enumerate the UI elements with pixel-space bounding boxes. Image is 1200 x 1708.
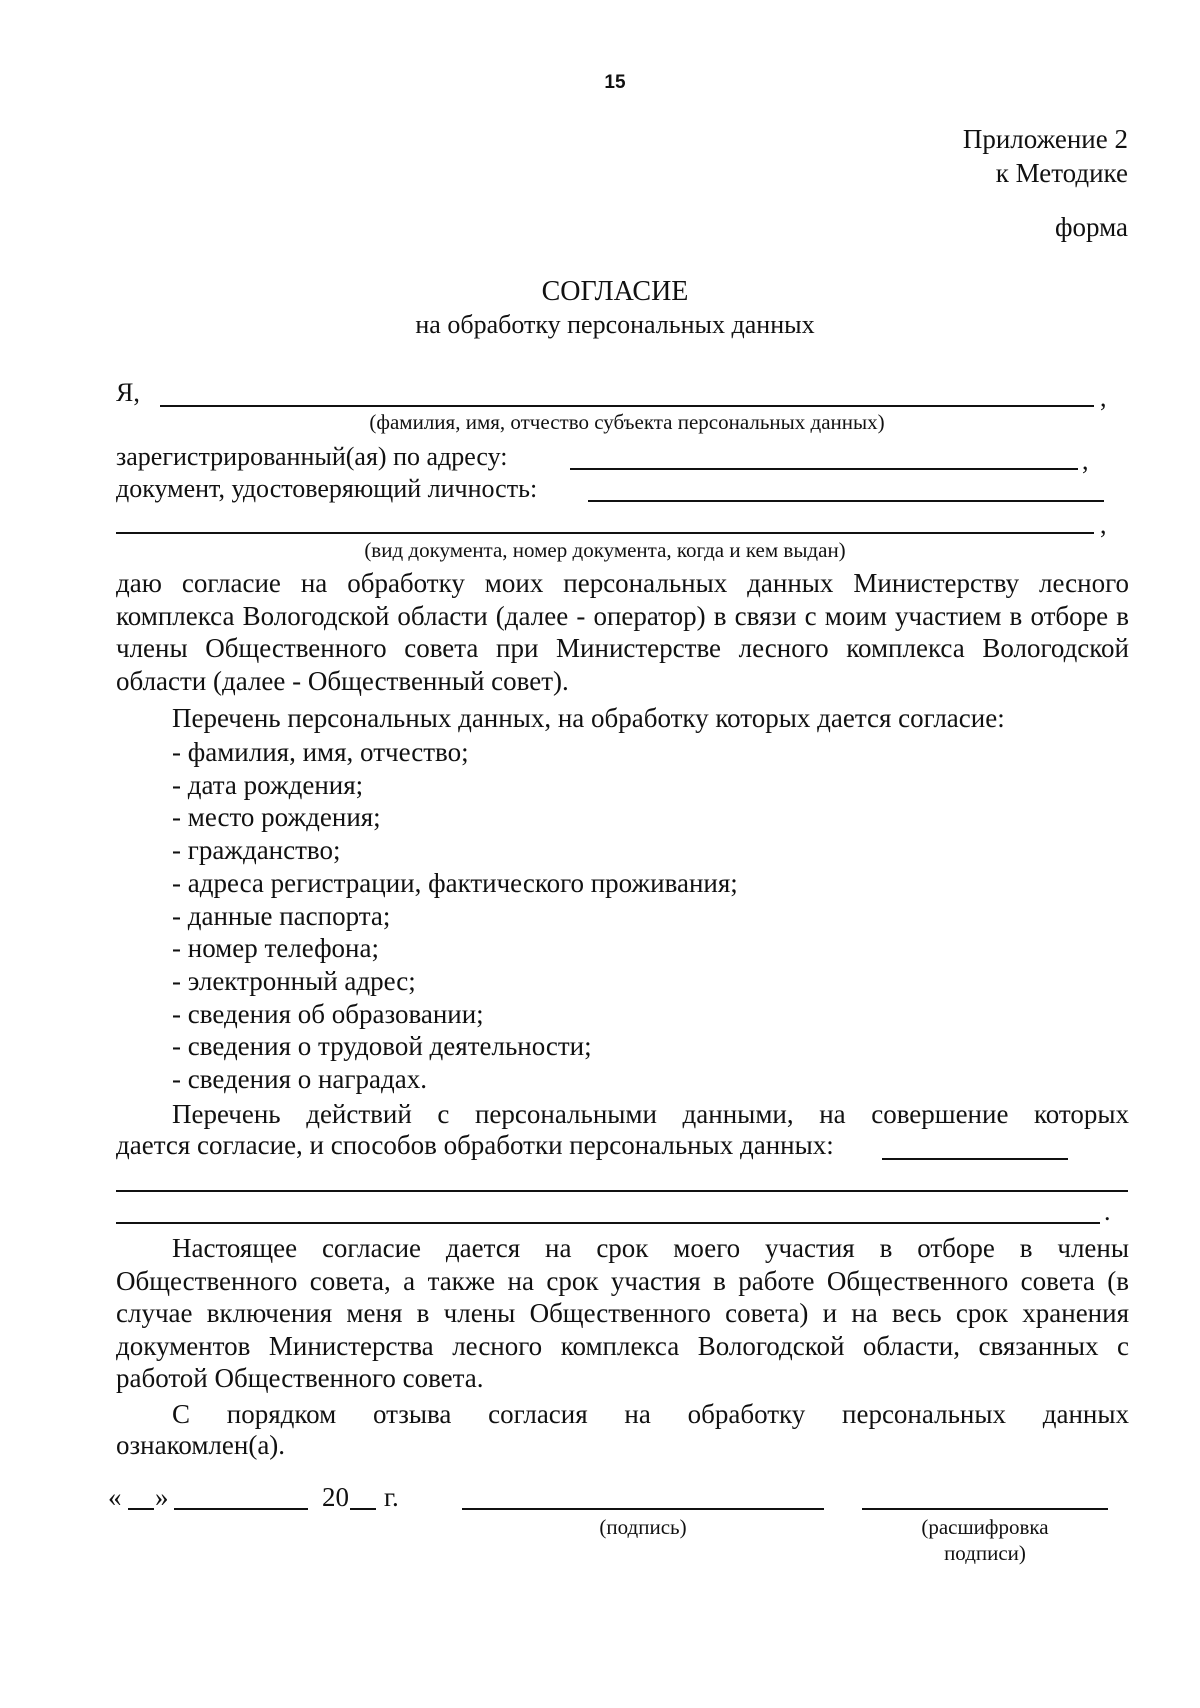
list-item: - гражданство; — [172, 835, 341, 866]
fio-comma: , — [1100, 383, 1107, 412]
year-field[interactable] — [350, 1508, 376, 1510]
actions-field-line-3[interactable] — [116, 1222, 1100, 1224]
list-intro: Перечень персональных данных, на обработку которых дается согласие: — [172, 703, 1005, 733]
day-field[interactable] — [128, 1508, 154, 1510]
doc-comma: , — [1100, 510, 1107, 539]
fio-caption: (фамилия, имя, отчество субъекта персональных данных) — [369, 410, 885, 434]
address-comma: , — [1082, 446, 1089, 475]
actions-line-2: дается согласие, и способов обработки персональных данных: — [116, 1130, 834, 1160]
list-item: - фамилия, имя, отчество; — [172, 737, 469, 767]
revoke-line-1: С порядком отзыва согласия на обработку персональных данных — [172, 1399, 1129, 1429]
list-item: - сведения об образовании; — [172, 998, 484, 1029]
signature-decode-field[interactable] — [862, 1508, 1108, 1510]
list-item: - данные паспорта; — [172, 900, 391, 931]
actions-period: . — [1104, 1197, 1111, 1226]
decode-caption-2: подписи) — [944, 1541, 1026, 1565]
signature-field[interactable] — [462, 1508, 824, 1510]
actions-line-1: Перечень действий с персональными данными, на совершение которых — [172, 1099, 1129, 1129]
list-item: - сведения о трудовой деятельности; — [172, 1031, 592, 1062]
doc-label: документ, удостоверяющий личность: — [116, 474, 538, 503]
list-item: - место рождения; — [172, 802, 381, 833]
to-method-label: к Методике — [995, 158, 1128, 188]
form-label: форма — [1055, 212, 1128, 242]
i-label: Я, — [116, 378, 140, 407]
address-label: зарегистрированный(ая) по адресу: — [116, 442, 508, 471]
list-item: - дата рождения; — [172, 769, 364, 800]
actions-field[interactable] — [882, 1158, 1068, 1160]
list-item: - сведения о наградах. — [172, 1064, 427, 1095]
address-field[interactable] — [570, 468, 1078, 470]
fio-field[interactable] — [160, 405, 1094, 407]
year-suffix: г. — [384, 1482, 399, 1512]
doc-field-line-2[interactable] — [116, 532, 1094, 534]
date-close-quote: » — [155, 1482, 169, 1512]
signature-caption: (подпись) — [599, 1515, 687, 1539]
document-subtitle: на обработку персональных данных — [415, 310, 815, 339]
list-item: - адреса регистрации, фактического проживания; — [172, 867, 738, 898]
decode-caption-1: (расшифровка — [921, 1515, 1049, 1539]
doc-caption: (вид документа, номер документа, когда и кем выдан) — [364, 538, 846, 562]
term-paragraph: Настоящее согласие дается на срок моего участия в отборе в члены Общественного совета, а также на срок участия в работе Общественного совета (в случае включения меня в члены Общественного совета) и на весь срок хранения документов Министерства лесного комплекса Вологодской области, связанных с работой Общественного совета. — [116, 1233, 1129, 1394]
list-item: - электронный адрес; — [172, 965, 416, 996]
personal-data-list — [172, 736, 738, 1096]
doc-field[interactable] — [588, 500, 1104, 502]
consent-paragraph: даю согласие на обработку моих персональных данных Министерству лесного комплекса Вологодской области (далее - оператор) в связи с моим участием в отборе в члены Общественного совета при Министерстве лесного комплекса Вологодской области (далее - Общественный совет). — [116, 568, 1129, 696]
year-prefix: 20 — [322, 1482, 349, 1512]
list-item: - номер телефона; — [172, 933, 379, 964]
month-field[interactable] — [174, 1508, 308, 1510]
document-title: СОГЛАСИЕ — [541, 276, 689, 307]
page-number: 15 — [604, 72, 626, 93]
actions-field-line-2[interactable] — [116, 1190, 1128, 1192]
appendix-label: Приложение 2 — [962, 124, 1128, 154]
revoke-line-2: ознакомлен(а). — [116, 1430, 286, 1460]
date-open-quote: « — [108, 1482, 122, 1512]
